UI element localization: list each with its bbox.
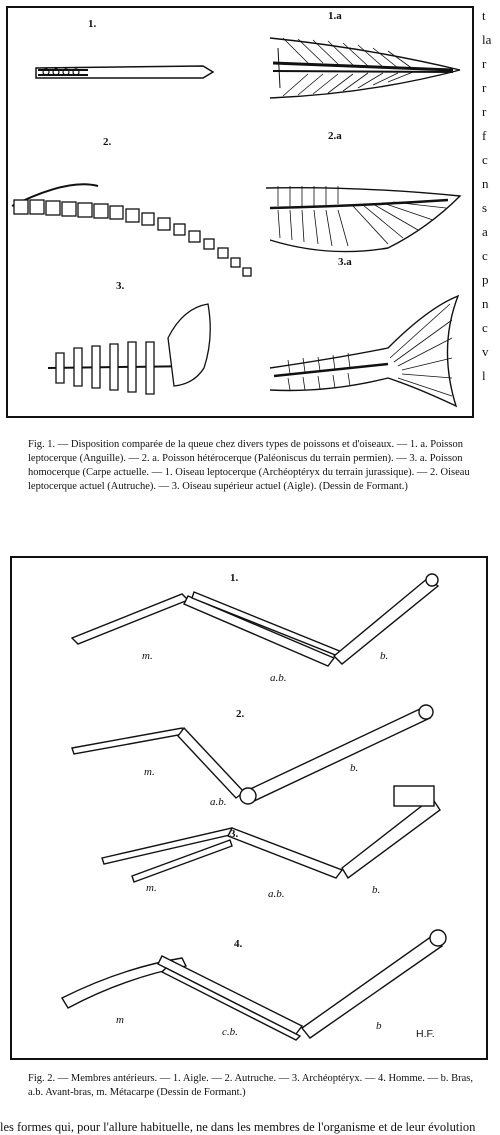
cropped-text-line: f [482, 128, 487, 143]
archaeopteryx-forelimb [102, 786, 440, 882]
figure-1-frame [6, 6, 474, 418]
figure-2-signature: H.F. [416, 1028, 435, 1040]
label-b-2: b. [350, 762, 359, 774]
figure-2-illustrations [12, 558, 486, 1058]
label-m-1: m. [142, 650, 153, 662]
cropped-text-line: r [482, 104, 487, 119]
cropped-text-line: n [482, 176, 489, 191]
eagle-tail-skeleton [48, 304, 210, 394]
label-ab-3: a.b. [268, 888, 285, 900]
fig1-label-3a: 3.a [338, 256, 352, 268]
label-b-1: b. [380, 650, 389, 662]
fig1-label-1a: 1.a [328, 10, 342, 22]
fig2-label-4: 4. [234, 938, 243, 950]
ostrich-forelimb [72, 705, 433, 804]
figure-2-caption: Fig. 2. — Membres antérieurs. — 1. Aigle. — 2. Autruche. — 3. Archéoptéryx. — 4. Homme. — b. Bras, a.b. Avant-bras, m. Métacarpe (Dessin de Formant.) [28, 1073, 474, 1098]
fig1-label-2: 2. [103, 136, 112, 148]
label-m-2: m. [144, 766, 155, 778]
fig2-label-3: 3. [230, 828, 239, 840]
fig1-label-2a: 2.a [328, 130, 342, 142]
carp-tail-skeleton [270, 296, 458, 406]
fig1-label-1: 1. [88, 18, 97, 30]
cropped-text-line: r [482, 56, 487, 71]
cropped-text-column [482, 4, 500, 388]
label-ab-2: a.b. [210, 796, 227, 808]
cropped-text-line: l [482, 368, 486, 383]
eel-fin-skeleton [270, 38, 460, 98]
label-b-4: b [376, 1020, 382, 1032]
eel-tail-skeleton [36, 66, 213, 78]
cropped-text-line: c [482, 248, 488, 263]
label-ab-1: a.b. [270, 672, 287, 684]
fig1-label-3: 3. [116, 280, 125, 292]
ostrich-tail-skeleton [12, 184, 251, 276]
body-text-fragment: les formes qui, pour l'allure habituelle, ne dans les membres de l'organisme et de leur évolution [0, 1120, 476, 1134]
figure-1-caption: Fig. 1. — Disposition comparée de la queue chez divers types de poissons et d'oiseaux. — 1. a. Poisson leptocerque (Anguille). — 2. a. Poisson hétérocerque (Paléoniscus du terrain permien). — 3. a. Poisson homocerque (Carpe actuelle. — 1. Oiseau leptocerque (Archéoptéryx du terrain jurassique). — 2. Oiseau leptocerque actuel (Autruche). — 3. Oiseau supérieur actuel (Aigle). (Dessin de Formant.) [28, 439, 470, 492]
cropped-text-line: la [482, 32, 492, 47]
cropped-text-line: p [482, 272, 489, 287]
cropped-text-line: v [482, 344, 489, 359]
figure-2-frame [10, 556, 488, 1060]
cropped-text-line: c [482, 152, 488, 167]
cropped-text-line: a [482, 224, 488, 239]
figure-1-illustrations [8, 8, 472, 416]
paleoniscus-tail-skeleton [266, 186, 460, 252]
cropped-text-line: t [482, 8, 486, 23]
fig2-label-1: 1. [230, 572, 239, 584]
label-b-3: b. [372, 884, 381, 896]
cropped-text-line: c [482, 320, 488, 335]
cropped-text-line: n [482, 296, 489, 311]
cropped-text-line: s [482, 200, 488, 215]
fig2-label-2: 2. [236, 708, 245, 720]
label-m-4: m [116, 1014, 124, 1026]
cropped-text-line: r [482, 80, 487, 95]
label-m-3: m. [146, 882, 157, 894]
label-cb-4: c.b. [222, 1026, 238, 1038]
